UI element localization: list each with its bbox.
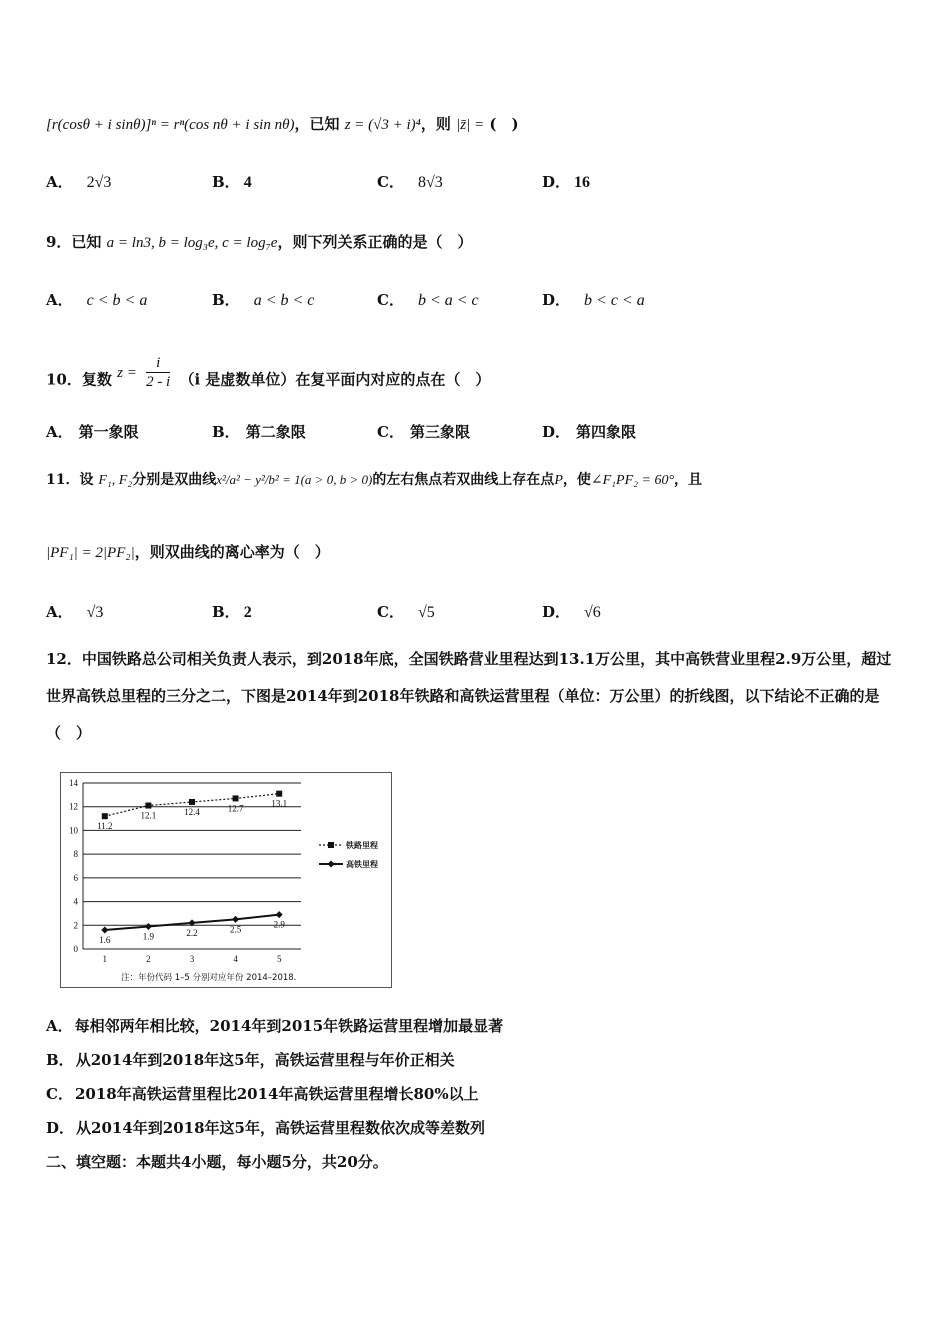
point-railway-4 xyxy=(233,795,239,801)
q10-fraction xyxy=(146,354,170,391)
q11-text4: ，且 xyxy=(674,472,703,488)
legend-marker-railway xyxy=(328,842,334,848)
q11-hyperbola: x²/a² − y²/b² = 1(a > 0, b > 0) xyxy=(216,472,373,487)
q10-option-c: C． 第三象限 xyxy=(377,423,470,441)
y-tick-label-0: 0 xyxy=(73,944,78,954)
point-railway-3 xyxy=(189,799,195,805)
y-tick-label-4: 4 xyxy=(73,896,78,907)
q10-denominator: 2 - i xyxy=(146,374,171,390)
q9-option-a: A． c < b < a xyxy=(46,291,148,309)
q11-foci: F₁, F₂ xyxy=(98,473,133,488)
q9-number: 9．已知 xyxy=(46,233,102,251)
q8-demoivre-formula: [r(cosθ + i sinθ)]ⁿ = rⁿ(cos nθ + i sin nθ) xyxy=(46,117,295,133)
q8-then-expr: |z̄| = xyxy=(456,117,485,133)
data-label-railway-4: 12.7 xyxy=(227,803,244,814)
q11-option-c: C． √5 xyxy=(377,603,435,621)
q12-option-c: C． 2018年高铁运营里程比2014年高铁运营里程增长80%以上 xyxy=(46,1085,479,1103)
point-highspeed-2 xyxy=(145,923,152,930)
q11-text2: 的左右焦点若双曲线上存在点 xyxy=(372,472,555,488)
q10-numerator: i xyxy=(146,354,170,373)
x-tick-label-5: 5 xyxy=(276,954,282,964)
point-highspeed-4 xyxy=(232,916,239,923)
q9-tail: ，则下列关系正确的是（ ） xyxy=(277,233,473,251)
q11-condition: |PF₁| = 2|PF₂| xyxy=(46,545,135,561)
legend-label-railway: 铁路里程 xyxy=(346,841,378,850)
q12-line-chart xyxy=(60,772,392,988)
q10-option-d: D． 第四象限 xyxy=(542,423,637,441)
point-highspeed-5 xyxy=(276,911,283,918)
y-tick-label-12: 12 xyxy=(69,801,78,812)
q12-option-a: A． 每相邻两年相比较，2014年到2015年铁路运营里程增加最显著 xyxy=(46,1017,504,1035)
q10-option-a: A． 第一象限 xyxy=(46,423,139,441)
y-tick-label-14: 14 xyxy=(69,778,78,788)
x-tick-label-1: 1 xyxy=(102,954,108,964)
q11-angle: ∠F₁PF₂ = 60° xyxy=(590,473,675,488)
data-label-railway-1: 11.2 xyxy=(97,821,113,832)
section-2-heading: 二、填空题：本题共4小题，每小题5分，共20分。 xyxy=(46,1153,388,1171)
point-railway-2 xyxy=(145,803,151,809)
q9-option-b: B． a < b < c xyxy=(212,291,315,309)
q8-option-b: B． 4 xyxy=(212,173,252,191)
y-tick-label-8: 8 xyxy=(73,849,78,860)
chart-note: 注：年份代码 1–5 分别对应年份 2014–2018. xyxy=(121,973,297,983)
q10-number: 10．复数 xyxy=(46,370,112,389)
legend-marker-highspeed xyxy=(328,861,335,868)
data-label-railway-3: 12.4 xyxy=(184,806,200,817)
y-tick-label-10: 10 xyxy=(69,825,78,836)
q8-given-expr: z = (√3 + i)⁴ xyxy=(344,117,421,133)
q11-option-b: B． 2 xyxy=(212,603,252,621)
y-tick-label-2: 2 xyxy=(73,920,78,931)
data-label-highspeed-1: 1.6 xyxy=(99,935,111,946)
q8-given-prefix: ，已知 xyxy=(294,115,340,133)
q9-stem xyxy=(46,232,472,253)
x-tick-label-4: 4 xyxy=(233,954,238,964)
q12-chart-svg xyxy=(61,773,391,987)
data-label-railway-2: 12.1 xyxy=(140,810,157,821)
q11-option-a: A． √3 xyxy=(46,603,104,621)
data-label-highspeed-2: 1.9 xyxy=(142,931,155,942)
q12-stem: 12．中国铁路总公司相关负责人表示，到2018年底，全国铁路营业里程达到13.1万公里，其中高铁营业里程2.9万公里，超过世界高铁总里程的三分之二，下图是2014年到2018年铁路和高铁运营里程（单位：万公里）的折线图，以下结论不正确的是（ ） xyxy=(46,650,892,742)
data-label-highspeed-3: 2.2 xyxy=(186,927,198,938)
q11-tail: ，则双曲线的离心率为（ ） xyxy=(134,543,330,561)
q9-option-d: D． b < c < a xyxy=(542,291,645,309)
data-label-highspeed-4: 2.5 xyxy=(229,924,242,935)
x-tick-label-2: 2 xyxy=(146,954,151,964)
q11-stem-line1 xyxy=(46,470,702,491)
q9-option-c: C． b < a < c xyxy=(377,291,479,309)
data-label-highspeed-5: 2.9 xyxy=(273,919,285,930)
q11-text1: 分别是双曲线 xyxy=(132,472,217,488)
q8-blank: ( ) xyxy=(489,115,519,133)
q10-tail: （i 是虚数单位）在复平面内对应的点在（ ） xyxy=(179,370,491,389)
q11-text3: ，使 xyxy=(562,472,591,488)
q11-stem-line2 xyxy=(46,542,330,563)
q9-expr: a = ln3, b = log₃e, c = log₇e xyxy=(106,235,278,251)
x-tick-label-3: 3 xyxy=(189,954,195,964)
point-railway-1 xyxy=(102,813,108,819)
q8-option-c: C． 8√3 xyxy=(377,173,443,191)
q12-option-d: D． 从2014年到2018年这5年，高铁运营里程数依次成等差数列 xyxy=(46,1119,485,1137)
q10-option-b: B． 第二象限 xyxy=(212,423,306,441)
q12-option-b: B． 从2014年到2018年这5年，高铁运营里程与年价正相关 xyxy=(46,1051,455,1069)
point-railway-5 xyxy=(276,791,282,797)
q8-stem xyxy=(46,114,519,135)
point-highspeed-1 xyxy=(101,927,108,934)
q8-option-a: A． 2√3 xyxy=(46,173,112,191)
q8-option-d: D． 16 xyxy=(542,173,591,191)
legend-label-highspeed: 高铁里程 xyxy=(346,860,378,869)
q11-number: 11．设 xyxy=(46,472,94,488)
q8-then-prefix: ，则 xyxy=(420,115,451,133)
q10-expr-lhs: z = xyxy=(117,364,137,381)
q11-point: P xyxy=(554,473,563,488)
y-tick-label-6: 6 xyxy=(73,872,78,883)
q11-option-d: D． √6 xyxy=(542,603,601,621)
q10-stem xyxy=(46,355,491,390)
data-label-railway-5: 13.1 xyxy=(271,798,288,809)
